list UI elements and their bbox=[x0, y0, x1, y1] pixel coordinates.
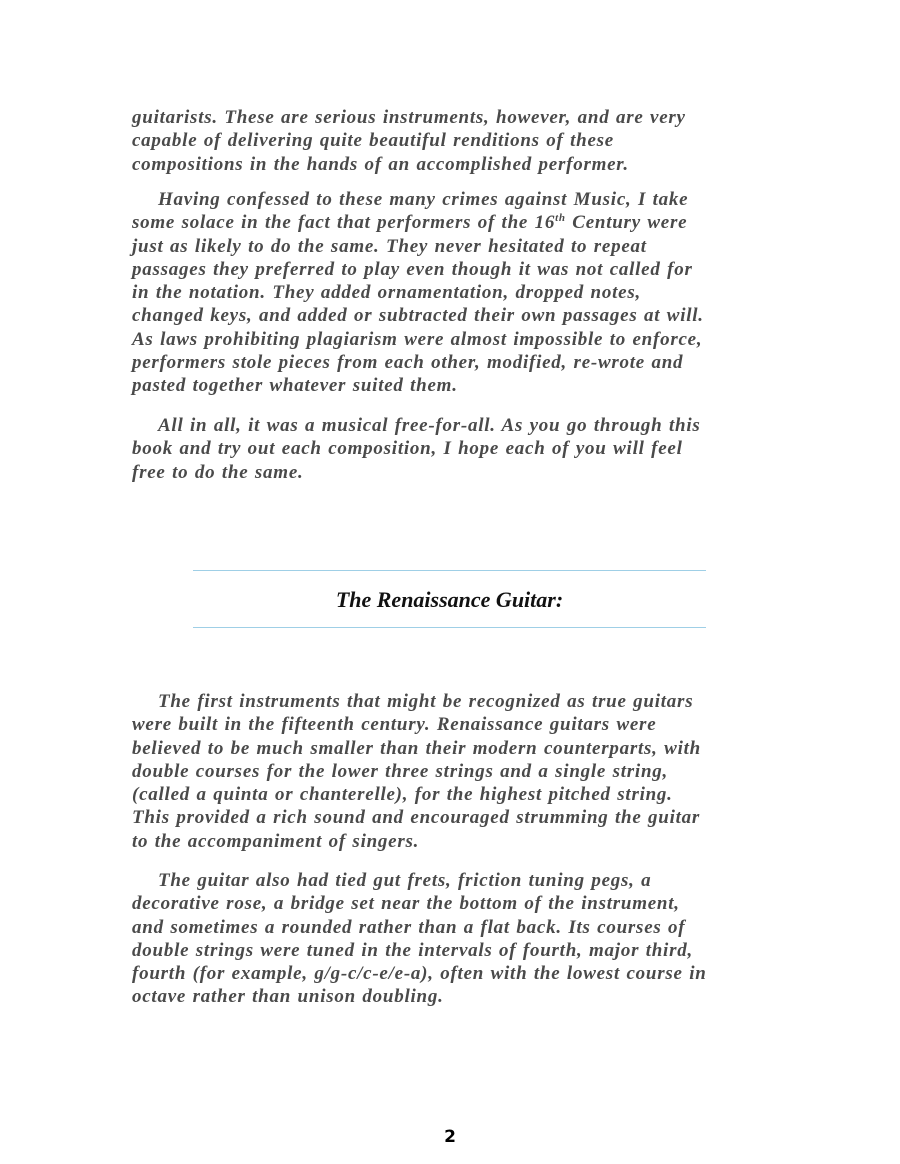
text-line: fourth (for example, g/g-c/c-e/e-a), often with the lowest course in bbox=[132, 963, 707, 985]
ordinal-superscript: th bbox=[555, 212, 566, 225]
heading-top-rule bbox=[193, 570, 706, 571]
text-line: The first instruments that might be recognized as true guitars bbox=[158, 691, 694, 712]
text-line: capable of delivering quite beautiful renditions of these bbox=[132, 130, 614, 152]
page-number: 2 bbox=[444, 1127, 456, 1147]
text-line: performers stole pieces from each other, modified, re-wrote and bbox=[132, 352, 684, 374]
text-line: book and try out each composition, I hope each of you will feel bbox=[132, 438, 683, 460]
text-line: to the accompaniment of singers. bbox=[132, 830, 420, 852]
text-line: (called a quinta or chanterelle), for the highest pitched string. bbox=[132, 784, 673, 806]
text-line: in the notation. They added ornamentation, dropped notes, bbox=[132, 282, 641, 304]
text-line: decorative rose, a bridge set near the bottom of the instrument, bbox=[132, 893, 680, 915]
text-line-with-superscript bbox=[132, 211, 772, 234]
text-line: changed keys, and added or subtracted their own passages at will. bbox=[132, 305, 704, 327]
paragraph-first-instruments bbox=[132, 690, 772, 853]
paragraph-free-for-all bbox=[132, 414, 772, 484]
text-line: octave rather than unison doubling. bbox=[132, 986, 444, 1008]
paragraph-crimes-against-music bbox=[132, 188, 772, 398]
text-line: were built in the fifteenth century. Renaissance guitars were bbox=[132, 714, 657, 736]
section-heading: The Renaissance Guitar: bbox=[335, 587, 564, 612]
text-line: As laws prohibiting plagiarism were almost impossible to enforce, bbox=[132, 328, 703, 350]
text-line: This provided a rich sound and encouraged strumming the guitar bbox=[132, 807, 701, 829]
text-line: passages they preferred to play even though it was not called for bbox=[132, 258, 693, 280]
text-line: compositions in the hands of an accomplished performer. bbox=[132, 153, 629, 175]
text-segment: Century were bbox=[565, 212, 688, 234]
text-line: pasted together whatever suited them. bbox=[132, 375, 458, 397]
text-line: The guitar also had tied gut frets, friction tuning pegs, a bbox=[158, 870, 652, 891]
text-line: believed to be much smaller than their modern counterparts, with bbox=[132, 737, 701, 759]
text-segment: some solace in the fact that performers of the 16 bbox=[132, 212, 556, 234]
text-line: free to do the same. bbox=[132, 461, 304, 483]
paragraph-guitarists-continuation bbox=[132, 106, 772, 176]
text-line: double strings were tuned in the intervals of fourth, major third, bbox=[132, 939, 693, 961]
text-line: just as likely to do the same. They never hesitated to repeat bbox=[132, 235, 647, 257]
paragraph-gut-frets bbox=[132, 869, 772, 1009]
text-line: All in all, it was a musical free-for-all. As you go through this bbox=[158, 415, 701, 436]
text-line: double courses for the lower three strings and a single string, bbox=[132, 760, 669, 782]
text-line: and sometimes a rounded rather than a flat back. Its courses of bbox=[132, 916, 686, 938]
text-line: guitarists. These are serious instruments, however, and are very bbox=[132, 107, 686, 128]
text-line: Having confessed to these many crimes against Music, I take bbox=[158, 189, 689, 210]
heading-bottom-rule bbox=[193, 627, 706, 628]
